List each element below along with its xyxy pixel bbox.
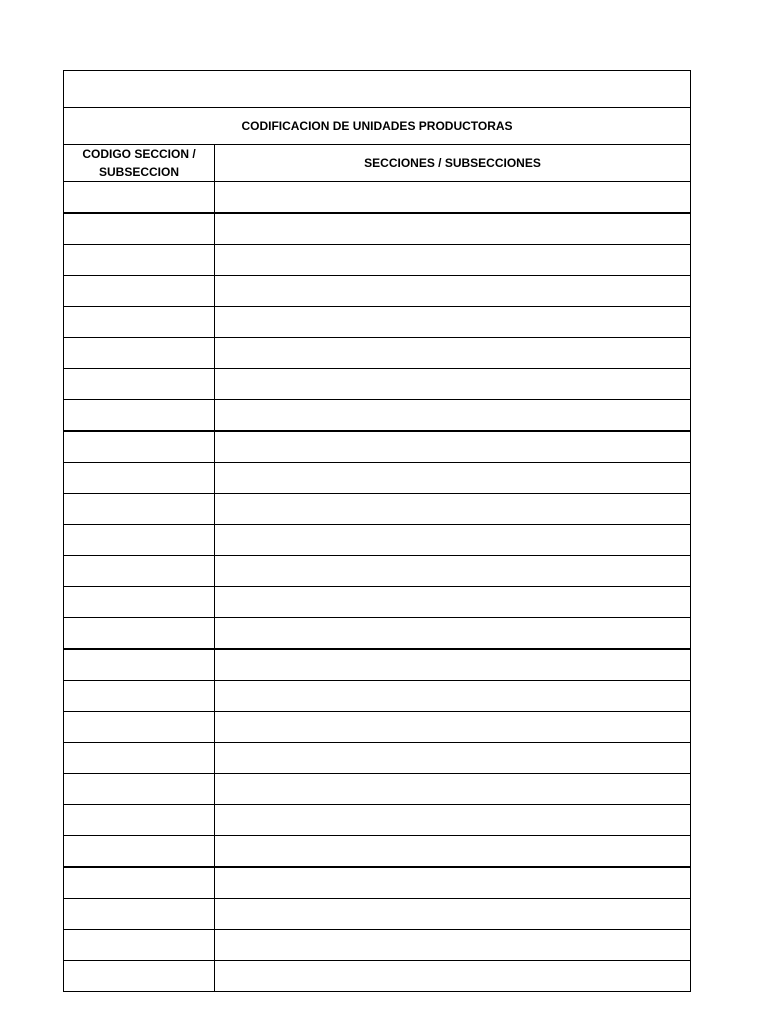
code-cell — [64, 213, 215, 245]
code-cell — [64, 867, 215, 899]
table-row — [64, 743, 691, 774]
code-cell — [64, 276, 215, 307]
code-cell — [64, 463, 215, 494]
table-row — [64, 556, 691, 587]
column-header-sections: SECCIONES / SUBSECCIONES — [215, 145, 691, 182]
blank-header-cell — [64, 71, 691, 108]
table-row — [64, 712, 691, 743]
section-cell — [215, 774, 691, 805]
document-title: CODIFICACION DE UNIDADES PRODUCTORAS — [64, 108, 691, 145]
section-cell — [215, 712, 691, 743]
code-cell — [64, 649, 215, 681]
section-cell — [215, 307, 691, 338]
code-cell — [64, 774, 215, 805]
code-cell — [64, 245, 215, 276]
section-cell — [215, 836, 691, 868]
table-row — [64, 276, 691, 307]
section-cell — [215, 276, 691, 307]
section-cell — [215, 213, 691, 245]
table-row — [64, 681, 691, 712]
section-cell — [215, 805, 691, 836]
code-cell — [64, 525, 215, 556]
code-cell — [64, 338, 215, 369]
section-cell — [215, 899, 691, 930]
table-row — [64, 463, 691, 494]
code-cell — [64, 743, 215, 774]
section-cell — [215, 961, 691, 992]
section-cell — [215, 431, 691, 463]
table-row — [64, 494, 691, 525]
section-cell — [215, 525, 691, 556]
code-cell — [64, 494, 215, 525]
code-cell — [64, 681, 215, 712]
table-row — [64, 774, 691, 805]
code-cell — [64, 587, 215, 618]
section-cell — [215, 338, 691, 369]
table-row — [64, 369, 691, 400]
code-cell — [64, 556, 215, 587]
title-row — [64, 108, 691, 145]
table-row — [64, 961, 691, 992]
table-row — [64, 182, 691, 214]
blank-header-row — [64, 71, 691, 108]
code-cell — [64, 805, 215, 836]
code-cell — [64, 961, 215, 992]
section-cell — [215, 587, 691, 618]
table-row — [64, 400, 691, 432]
section-cell — [215, 930, 691, 961]
section-cell — [215, 743, 691, 774]
table-row — [64, 930, 691, 961]
section-cell — [215, 681, 691, 712]
section-cell — [215, 245, 691, 276]
code-cell — [64, 307, 215, 338]
section-cell — [215, 618, 691, 650]
table-row — [64, 836, 691, 868]
code-cell — [64, 836, 215, 868]
column-header-code: CODIGO SECCION / SUBSECCION — [64, 145, 215, 182]
code-cell — [64, 712, 215, 743]
table-row — [64, 245, 691, 276]
table-row — [64, 587, 691, 618]
section-cell — [215, 649, 691, 681]
section-cell — [215, 556, 691, 587]
table-row — [64, 431, 691, 463]
code-cell — [64, 431, 215, 463]
table-row — [64, 338, 691, 369]
code-cell — [64, 930, 215, 961]
code-cell — [64, 369, 215, 400]
section-cell — [215, 463, 691, 494]
section-cell — [215, 867, 691, 899]
section-cell — [215, 182, 691, 214]
code-cell — [64, 400, 215, 432]
code-cell — [64, 899, 215, 930]
table-row — [64, 649, 691, 681]
table-row — [64, 805, 691, 836]
table-row — [64, 525, 691, 556]
table-row — [64, 899, 691, 930]
section-cell — [215, 400, 691, 432]
table-row — [64, 867, 691, 899]
section-cell — [215, 369, 691, 400]
section-cell — [215, 494, 691, 525]
column-header-row — [64, 145, 691, 182]
table-row — [64, 307, 691, 338]
code-cell — [64, 618, 215, 650]
codification-table — [63, 70, 691, 992]
table-row — [64, 213, 691, 245]
code-cell — [64, 182, 215, 214]
table-row — [64, 618, 691, 650]
